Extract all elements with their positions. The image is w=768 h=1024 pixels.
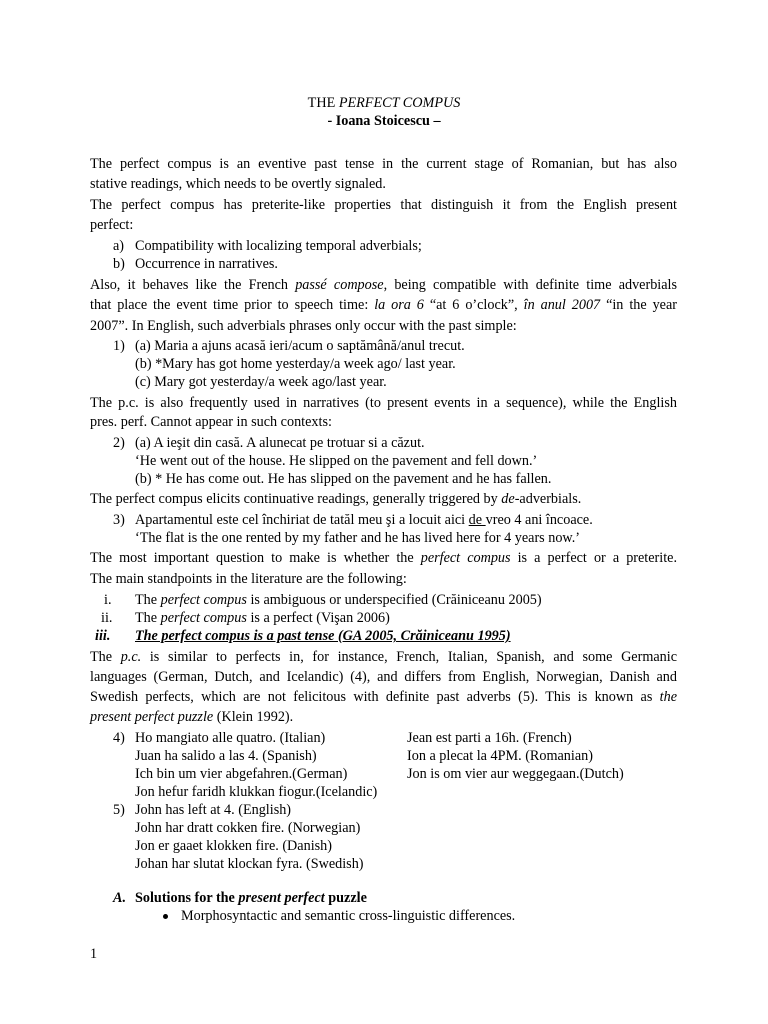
- paragraph-line: The perfect compus has preterite-like properties that distinguish it from the English present: [90, 197, 677, 213]
- paragraph-line: present perfect puzzle (Klein 1992).: [90, 709, 294, 725]
- example-line: Juan ha salido a las 4. (Spanish): [135, 748, 317, 764]
- list-marker: b): [113, 256, 125, 272]
- list-item: Compatibility with localizing temporal adverbials;: [135, 238, 422, 254]
- list-item: The perfect compus is a perfect (Vişan 2006): [135, 610, 390, 626]
- list-marker: a): [113, 238, 125, 254]
- list-item: The perfect compus is ambiguous or underspecified (Crăiniceanu 2005): [135, 592, 542, 608]
- paragraph-line: The p.c. is similar to perfects in, for instance, French, Italian, Spanish, and some Germanic: [90, 649, 677, 665]
- paragraph-line: The perfect compus elicits continuative readings, generally triggered by de-adverbials.: [90, 491, 582, 507]
- paragraph-line: Also, it behaves like the French passé compose, being compatible with definite time adverbials: [90, 277, 677, 293]
- example-marker: 4): [113, 730, 125, 746]
- section-heading: Solutions for the present perfect puzzle: [135, 890, 367, 906]
- bullet-icon: [163, 914, 168, 919]
- example-line: Jon is om vier aur weggegaan.(Dutch): [407, 766, 624, 782]
- page-number: 1: [90, 946, 98, 962]
- roman-marker: ii.: [101, 610, 113, 626]
- example-line: Ion a plecat la 4PM. (Romanian): [407, 748, 593, 764]
- paragraph-line: The p.c. is also frequently used in narratives (to present events in a sequence), while the English: [90, 395, 677, 411]
- paragraph-line: 2007”. In English, such adverbials phrases only occur with the past simple:: [90, 318, 517, 334]
- paragraph-line: The most important question to make is whether the perfect compus is a perfect or a preterite.: [90, 550, 677, 566]
- example-line: (b) *Mary has got home yesterday/a week ago/ last year.: [135, 356, 456, 372]
- example-line: Jon er gaaet klokken fire. (Danish): [135, 838, 332, 854]
- example-line: (a) Maria a ajuns acasă ieri/acum o saptămână/anul trecut.: [135, 338, 465, 354]
- roman-marker: iii.: [95, 628, 111, 644]
- example-marker: 5): [113, 802, 125, 818]
- example-line: Ho mangiato alle quatro. (Italian): [135, 730, 326, 746]
- paragraph-line: The perfect compus is an eventive past tense in the current stage of Romanian, but has also: [90, 156, 677, 172]
- example-line: Johan har slutat klockan fyra. (Swedish): [135, 856, 364, 872]
- example-line: Jean est parti a 16h. (French): [407, 730, 572, 746]
- example-line: (b) * He has come out. He has slipped on the pavement and he has fallen.: [135, 471, 552, 487]
- example-line: (a) A ieşit din casă. A alunecat pe trotuar si a căzut.: [135, 435, 425, 451]
- example-line: John har dratt cokken fire. (Norwegian): [135, 820, 361, 836]
- paragraph-line: stative readings, which needs to be overtly signaled.: [90, 176, 386, 192]
- example-marker: 3): [113, 512, 125, 528]
- roman-marker: i.: [104, 592, 112, 608]
- paragraph-line: that place the event time prior to speech time: la ora 6 “at 6 o’clock”, în anul 2007 “in the year: [90, 297, 678, 313]
- paragraph-line: pres. perf. Cannot appear in such contexts:: [90, 414, 332, 430]
- list-item: Morphosyntactic and semantic cross-linguistic differences.: [181, 908, 516, 924]
- list-item: The perfect compus is a past tense (GA 2005, Crăiniceanu 1995): [135, 628, 511, 644]
- example-line: ‘He went out of the house. He slipped on the pavement and fell down.’: [135, 453, 538, 469]
- example-line: (c) Mary got yesterday/a week ago/last year.: [135, 374, 387, 390]
- paragraph-line: Swedish perfects, which are not felicitous with definite past adverbs (5). This is known as the: [90, 689, 677, 705]
- example-line: Apartamentul este cel închiriat de tatăl meu şi a locuit aici de vreo 4 ani încoace.: [135, 512, 593, 528]
- list-item: Occurrence in narratives.: [135, 256, 278, 272]
- example-line: ‘The flat is the one rented by my father and he has lived here for 4 years now.’: [135, 530, 581, 546]
- example-line: Jon hefur faridh klukkan fiogur.(Icelandic): [135, 784, 378, 800]
- document-title: THE PERFECT COMPUS: [307, 95, 461, 111]
- paragraph-line: The main standpoints in the literature are the following:: [90, 571, 407, 587]
- example-line: John has left at 4. (English): [135, 802, 292, 818]
- author-line: - Ioana Stoicescu –: [327, 113, 441, 129]
- example-line: Ich bin um vier abgefahren.(German): [135, 766, 348, 782]
- section-marker: A.: [113, 890, 127, 906]
- example-marker: 1): [113, 338, 125, 354]
- paragraph-line: languages (German, Dutch, and Icelandic) (4), and differs from English, Norwegian, Danish and: [90, 669, 677, 685]
- paragraph-line: perfect:: [90, 217, 134, 233]
- example-marker: 2): [113, 435, 125, 451]
